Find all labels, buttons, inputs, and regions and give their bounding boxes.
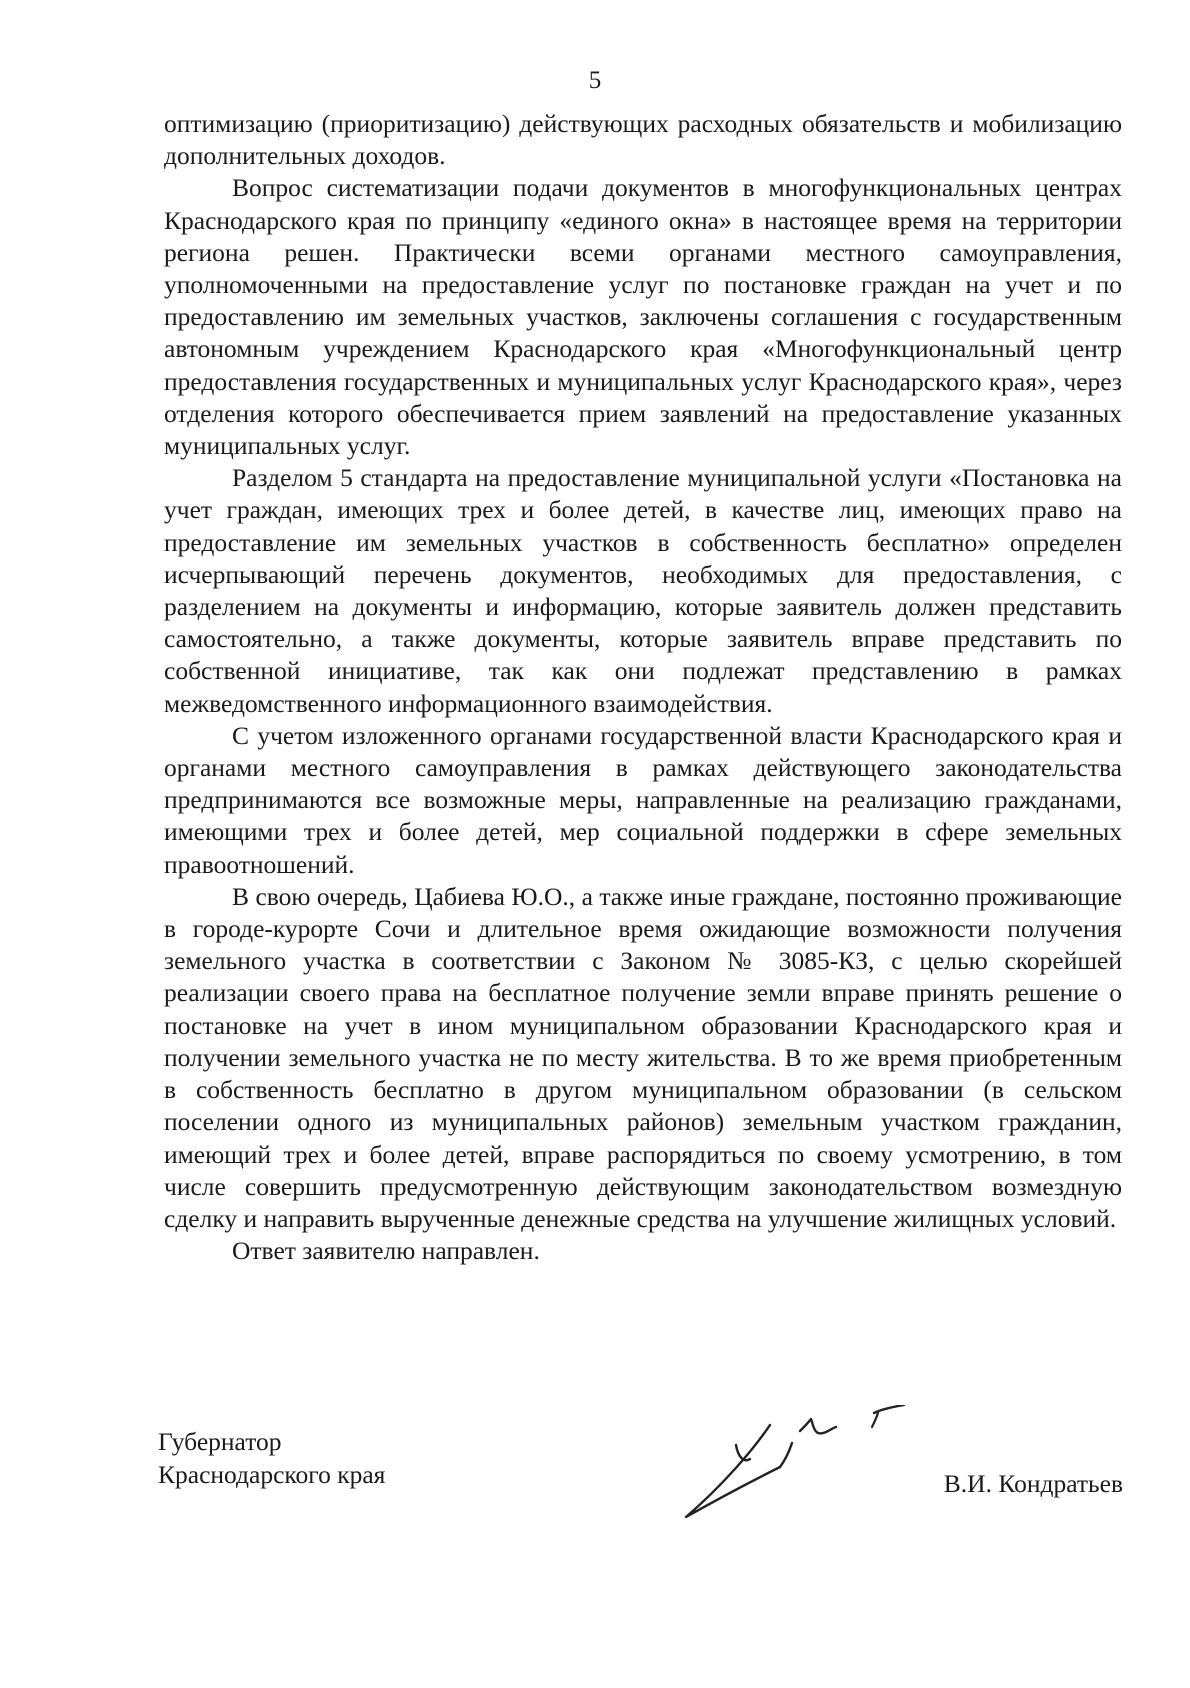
signatory-title-line-1: Губернатор xyxy=(158,1427,282,1456)
signatory-title-line-2: Краснодарского края xyxy=(158,1460,386,1489)
paragraph-applicant-options: В свою очередь, Цабиева Ю.О., а также иные граждане, постоянно проживающие в городе-курорте Сочи и длительное время ожидающие возможности получения земельного участка в соответствии с Законом № 3085-КЗ, с целью скорейшей реализации своего права на бесплатное получение земли вправе принять решение о постановке на учет в ином муниципальном образовании Краснодарского края и получении земельного участка не по месту жительства. В то же время приобретенным в собственность бесплатно в другом муниципальном образовании (в сельском поселении одного из муниципальных районов) земельным участком гражданин, имеющий трех и более детей, вправе распорядиться по своему усмотрению, в том числе совершить предусмотренную действующим законодательством возмездную сделку и направить вырученные денежные средства на улучшение жилищных условий. xyxy=(164,881,1122,1233)
handwritten-signature xyxy=(678,1405,928,1535)
paragraph-response-sent: Ответ заявителю направлен. xyxy=(232,1236,540,1266)
paragraph-continuation: оптимизацию (приоритизацию) действующих расходных обязательств и мобилизацию дополнительных доходов. xyxy=(164,109,1122,171)
paragraph-section-5-standard: Разделом 5 стандарта на предоставление муниципальной услуги «Постановка на учет граждан, имеющих трех и более детей, в качестве лиц, имеющих право на предоставление им земельных участков в собственность бесплатно» определен исчерпывающий перечень документов, необходимых для предоставления, с разделением на документы и информацию, которые заявитель должен представить самостоятельно, а также документы, которые заявитель вправе представить по собственной инициативе, так как они подлежат представлению в рамках межведомственного информационного взаимодействия. xyxy=(164,463,1122,718)
signatory-title xyxy=(158,1425,385,1491)
paragraph-measures-taken: С учетом изложенного органами государственной власти Краснодарского края и органами местного самоуправления в рамках действующего законодательства предпринимаются все возможные меры, направленные на реализацию гражданами, имеющими трех и более детей, мер социальной поддержки в сфере земельных правоотношений. xyxy=(164,720,1122,879)
signatory-name: В.И. Кондратьев xyxy=(943,1469,1123,1498)
document-body xyxy=(164,108,1122,1267)
page-number: 5 xyxy=(588,67,602,94)
signature-block xyxy=(158,1425,1123,1545)
paragraph-single-window: Вопрос систематизации подачи документов в многофункциональных центрах Краснодарского края по принципу «единого окна» в настоящее время на территории региона решен. Практически всеми органами местного самоуправления, уполномоченными на предоставление услуг по постановке граждан на учет и по предоставлению им земельных участков, заключены соглашения с государственным автономным учреждением Краснодарского края «Многофункциональный центр предоставления государственных и муниципальных услуг Краснодарского края», через отделения которого обеспечивается прием заявлений на предоставление указанных муниципальных услуг. xyxy=(164,173,1122,461)
